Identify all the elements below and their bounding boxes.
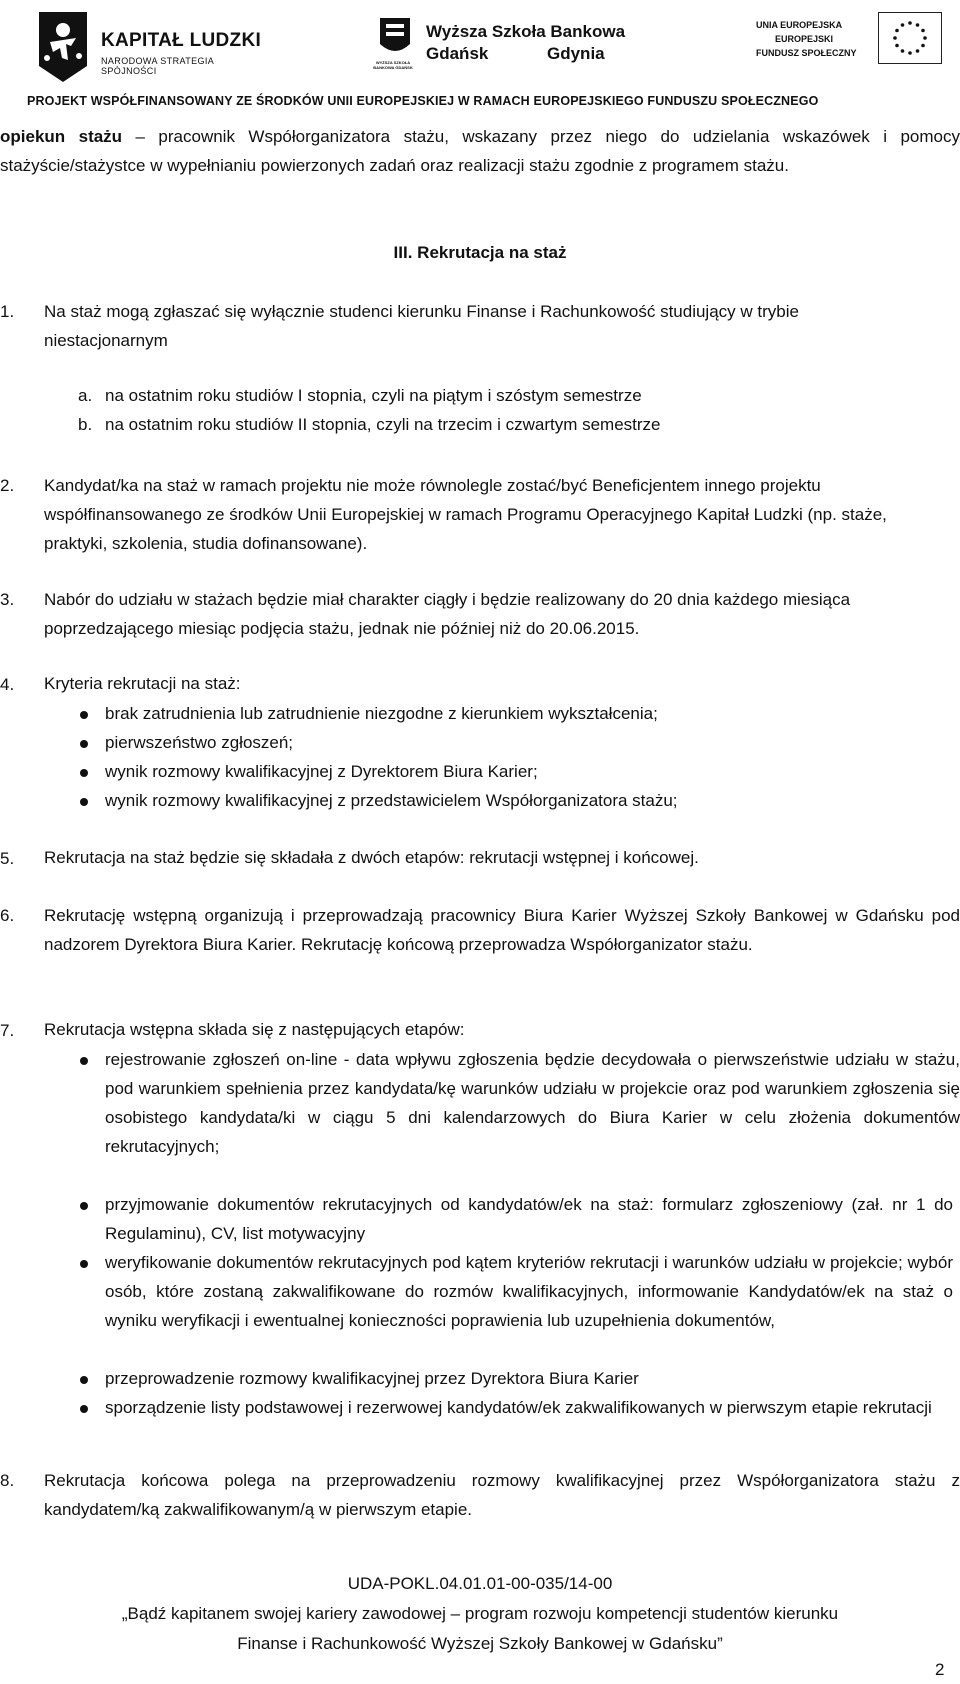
- item-2-number: 2.: [0, 476, 15, 495]
- eu-logo: [753, 12, 933, 82]
- item-6-text: Rekrutację wstępną organizują i przeprowadzają pracownicy Biura Karier Wyższej Szkoły Bankowej w Gdańsku pod nadzorem Dyrektora Biura Karier. Rekrutację końcową przeprowadza Współorganizator stażu.: [44, 906, 960, 954]
- item-1-text: Na staż mogą zgłaszać się wyłącznie studenci kierunku Finanse i Rachunkowość studiujący w trybie niestacjonarnym: [44, 302, 799, 350]
- intro-term: opiekun stażu: [0, 127, 123, 146]
- item-4-number: 4.: [0, 675, 15, 694]
- item-4-text: Kryteria rekrutacji na staż:: [44, 674, 241, 693]
- eu-line-1: UNIA EUROPEJSKA: [756, 20, 843, 30]
- item-7-bullet-2: przyjmowanie dokumentów rekrutacyjnych od kandydatów/ek na staż: formularz zgłoszeniowy (zał. nr 1 do Regulaminu), CV, list motywacyjny: [105, 1195, 953, 1243]
- bullet-icon: [80, 769, 88, 777]
- item-7-bullet-5: sporządzenie listy podstawowej i rezerwowej kandydatów/ek zakwalifikowanych w pierwszym etapie rekrutacji: [105, 1398, 932, 1417]
- item-5-text: Rekrutacja na staż będzie się składała z dwóch etapów: rekrutacji wstępnej i końcowej.: [44, 848, 699, 867]
- item-6-number: 6.: [0, 906, 15, 925]
- kapital-ludzki-subtitle: NARODOWA STRATEGIA SPÓJNOŚCI: [101, 56, 214, 76]
- eu-flag-icon: [878, 12, 942, 64]
- item-1-number: 1.: [0, 302, 15, 321]
- footer-line-1: „Bądź kapitanem swojej kariery zawodowej – program rozwoju kompetencji studentów kierunku: [121, 1604, 839, 1623]
- item-4-bullet-2: pierwszeństwo zgłoszeń;: [105, 733, 294, 752]
- item-1a-text: na ostatnim roku studiów I stopnia, czyli na piątym i szóstym semestrze: [105, 386, 642, 405]
- item-3-number: 3.: [0, 590, 15, 609]
- item-1a-letter: a.: [78, 386, 93, 405]
- item-1b-letter: b.: [78, 415, 93, 434]
- eu-line-2: EUROPEJSKI: [775, 34, 834, 44]
- eu-line-3: FUNDUSZ SPOŁECZNY: [756, 48, 857, 58]
- item-8-text: Rekrutacja końcowa polega na przeprowadzeniu rozmowy kwalifikacyjnej przez Współorganizatora stażu z kandydatem/ką zakwalifikowanym/ą w pierwszym etapie.: [44, 1471, 960, 1519]
- item-1b-text: na ostatnim roku studiów II stopnia, czyli na trzecim i czwartym semestrze: [105, 415, 661, 434]
- item-4-bullet-1: brak zatrudnienia lub zatrudnienie niezgodne z kierunkiem wykształcenia;: [105, 704, 658, 723]
- bullet-icon: [80, 1260, 88, 1268]
- item-7-bullet-3: weryfikowanie dokumentów rekrutacyjnych pod kątem kryteriów rekrutacji i warunków udziału w projekcie; wybór osób, które zostaną zakwalifikowane do rozmów kwalifikacyjnych, informowanie Kandydatów/ek na staż o wyniku weryfikacji i ewentualnej konieczności poprawienia lub uzupełnienia dokumentów,: [105, 1253, 953, 1330]
- item-4-bullet-4: wynik rozmowy kwalifikacyjnej z przedstawicielem Współorganizatora stażu;: [105, 791, 678, 810]
- wsb-name: Wyższa Szkoła Bankowa: [426, 22, 626, 41]
- item-2-text: Kandydat/ka na staż w ramach projektu nie może równolegle zostać/być Beneficjentem innego projektu współfinansowanego ze środków Unii Europejskiej w ramach Programu Operacyjnego Kapitał Ludzki (np. staże, praktyki, szkolenia, studia dofinansowane).: [44, 476, 887, 553]
- intro-definition: – pracownik Współorganizatora stażu, wskazany przez niego do udzielania wskazówek i pomocy stażyście/stażystce w wypełnianiu powierzonych zadań oraz realizacji stażu zgodnie z programem stażu.: [0, 127, 960, 175]
- wsb-city-gdansk: Gdańsk: [426, 44, 489, 63]
- item-8-number: 8.: [0, 1471, 15, 1490]
- item-7-text: Rekrutacja wstępna składa się z następujących etapów:: [44, 1020, 465, 1039]
- wsb-crest-caption: WYŻSZA SZKOŁA BANKOWA GDAŃSK: [373, 60, 413, 70]
- item-5-number: 5.: [0, 849, 15, 868]
- footer-line-2: Finanse i Rachunkowość Wyższej Szkoły Bankowej w Gdańsku”: [237, 1634, 723, 1653]
- bullet-icon: [80, 740, 88, 748]
- page-header: [0, 0, 960, 112]
- item-7-bullet-1: rejestrowanie zgłoszeń on-line - data wpływu zgłoszenia będzie decydowała o pierwszeństwie udziału w stażu, pod warunkiem spełnienia przez kandydata/kę warunków udziału w projekcie oraz pod warunkiem zgłoszenia się osobistego kandydata/ki w ciągu 5 dni kalendarzowych do Biura Karier w celu złożenia dokumentów rekrutacyjnych;: [105, 1050, 960, 1156]
- kapital-ludzki-logo: [33, 8, 263, 88]
- section-title: III. Rekrutacja na staż: [393, 243, 567, 262]
- page-number: 2: [935, 1660, 945, 1679]
- item-7-bullet-4: przeprowadzenie rozmowy kwalifikacyjnej przez Dyrektora Biura Karier: [105, 1369, 639, 1388]
- bullet-icon: [80, 1405, 88, 1413]
- bullet-icon: [80, 798, 88, 806]
- item-7-number: 7.: [0, 1021, 15, 1040]
- item-4-bullet-3: wynik rozmowy kwalifikacyjnej z Dyrektorem Biura Karier;: [105, 762, 538, 781]
- item-3-text: Nabór do udziału w stażach będzie miał charakter ciągły i będzie realizowany do 20 dnia każdego miesiąca poprzedzającego miesiąc podjęcia stażu, jednak nie później niż do 20.06.2015.: [44, 590, 851, 638]
- wsb-logo: [373, 8, 646, 88]
- project-cofinancing-line: PROJEKT WSPÓŁFINANSOWANY ZE ŚRODKÓW UNII EUROPEJSKIEJ W RAMACH EUROPEJSKIEGO FUNDUSZU SPOŁECZNEGO: [27, 94, 819, 108]
- wsb-city-gdynia: Gdynia: [547, 44, 605, 63]
- kapital-ludzki-title: KAPITAŁ LUDZKI: [101, 30, 262, 51]
- footer-project-code: UDA-POKL.04.01.01-00-035/14-00: [347, 1574, 613, 1593]
- bullet-icon: [80, 1057, 88, 1065]
- bullet-icon: [80, 1376, 88, 1384]
- intro-paragraph: [0, 122, 960, 180]
- kapital-ludzki-emblem-icon: [33, 8, 93, 84]
- bullet-icon: [80, 711, 88, 719]
- bullet-icon: [80, 1202, 88, 1210]
